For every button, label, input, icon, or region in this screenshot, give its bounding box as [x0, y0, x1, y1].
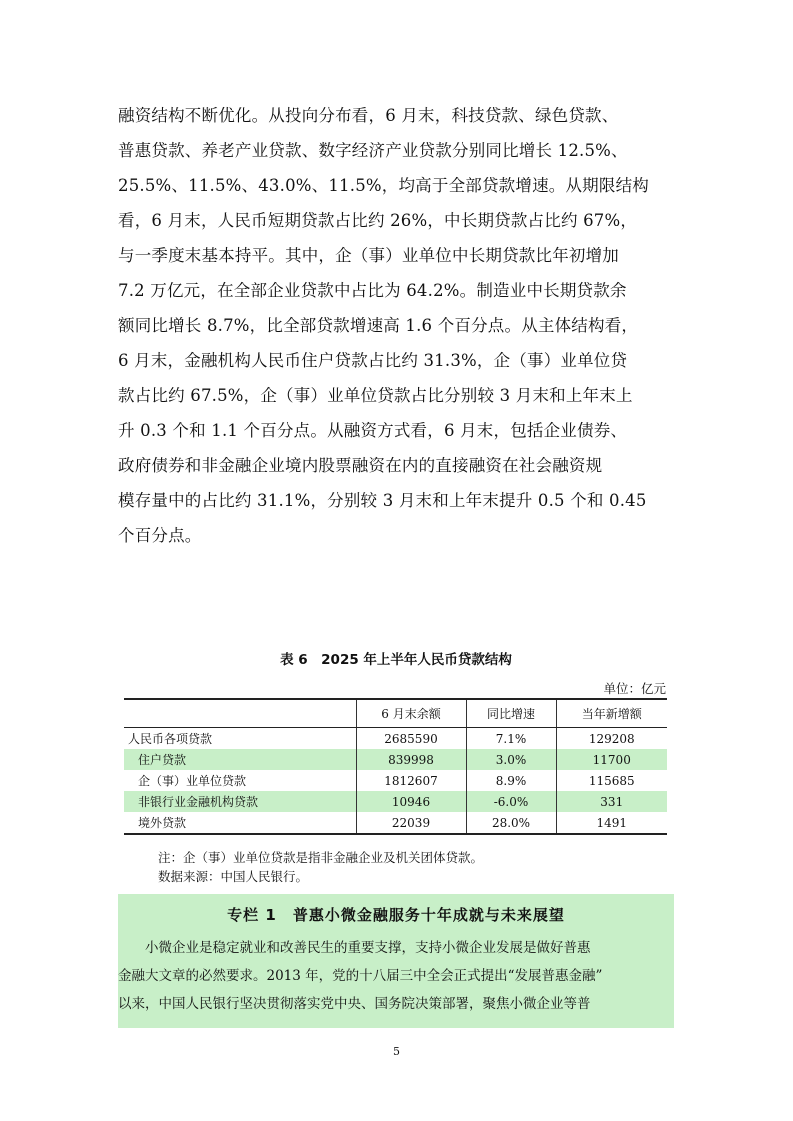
column-box-title: 专栏 1 普惠小微金融服务十年成就与未来展望 [227, 906, 565, 924]
table-header-row [124, 699, 667, 728]
table-header-cell [124, 699, 356, 728]
body-line: 款占比约 67.5%，企（事）业单位贷款占比分别较 3 月末和上年末上 [118, 386, 633, 405]
body-line: 个百分点。 [118, 526, 202, 545]
table-cell: 1812607 [356, 770, 466, 791]
table-cell: 3.0% [466, 749, 556, 770]
body-line: 与一季度末基本持平。其中，企（事）业单位中长期贷款比年初增加 [118, 246, 619, 265]
table-cell: 1491 [556, 812, 667, 834]
body-paragraph [118, 98, 674, 553]
table-cell: 8.9% [466, 770, 556, 791]
table-unit: 单位：亿元 [603, 681, 666, 696]
table-header-cell: 6 月末余额 [356, 699, 466, 728]
table-cell: 人民币各项贷款 [128, 732, 213, 746]
column-box-line: 金融大文章的必然要求。2013 年，党的十八届三中全会正式提出“发展普惠金融” [118, 968, 603, 984]
table-notes [158, 848, 483, 886]
table-cell: 非银行业金融机构贷款 [124, 791, 356, 812]
body-line: 模存量中的占比约 31.1%，分别较 3 月末和上年末提升 0.5 个和 0.45 [118, 491, 647, 510]
table-row [124, 791, 667, 812]
table-cell: 企（事）业单位贷款 [138, 774, 247, 788]
table-note: 注：企（事）业单位贷款是指非金融企业及机关团体贷款。 [158, 850, 484, 865]
body-line: 政府债券和非金融企业境内股票融资在内的直接融资在社会融资规 [118, 456, 603, 475]
column-box-text [118, 934, 674, 1018]
column-box-line: 小微企业是稳定就业和改善民生的重要支撑，支持小微企业发展是做好普惠 [118, 940, 591, 956]
table-cell: 839998 [356, 749, 466, 770]
table-cell: 2685590 [356, 728, 466, 750]
column-box [118, 894, 674, 1028]
body-line: 额同比增长 8.7%，比全部贷款增速高 1.6 个百分点。从主体结构看， [118, 316, 639, 335]
table-cell: 境外贷款 [124, 812, 356, 834]
table-header-cell: 同比增速 [466, 699, 556, 728]
body-line: 7.2 万亿元，在全部企业贷款中占比为 64.2%。制造业中长期贷款余 [118, 281, 627, 300]
table-cell: 28.0% [466, 812, 556, 834]
table-title: 表 6 2025 年上半年人民币贷款结构 [280, 652, 512, 668]
table-row [124, 770, 667, 791]
table-row [124, 749, 667, 770]
table-cell: 7.1% [466, 728, 556, 750]
table-cell: 22039 [356, 812, 466, 834]
body-line: 25.5%、11.5%、43.0%、11.5%，均高于全部贷款增速。从期限结构 [118, 176, 649, 195]
table-cell: 115685 [556, 770, 667, 791]
body-line: 6 月末，金融机构人民币住户贷款占比约 31.3%，企（事）业单位贷 [118, 351, 628, 370]
table-cell: 331 [556, 791, 667, 812]
body-line: 看，6 月末，人民币短期贷款占比约 26%，中长期贷款占比约 67%， [118, 211, 638, 230]
column-box-line: 以来，中国人民银行坚决贯彻落实党中央、国务院决策部署，聚焦小微企业等普 [118, 996, 591, 1012]
body-line: 升 0.3 个和 1.1 个百分点。从融资方式看，6 月末，包括企业债券、 [118, 421, 628, 440]
table-cell: 11700 [556, 749, 667, 770]
table-source: 数据来源：中国人民银行。 [158, 869, 309, 884]
loan-structure-table [124, 698, 667, 835]
table-cell: 10946 [356, 791, 466, 812]
table-row [124, 812, 667, 834]
table-header-cell: 当年新增额 [556, 699, 667, 728]
body-line: 普惠贷款、养老产业贷款、数字经济产业贷款分别同比增长 12.5%、 [118, 141, 628, 160]
table-cell: 129208 [556, 728, 667, 750]
body-line: 融资结构不断优化。从投向分布看，6 月末，科技贷款、绿色贷款、 [118, 106, 619, 125]
table-cell: -6.0% [466, 791, 556, 812]
page-number: 5 [393, 1045, 400, 1058]
table-cell: 住户贷款 [124, 749, 356, 770]
table-row [124, 728, 667, 750]
